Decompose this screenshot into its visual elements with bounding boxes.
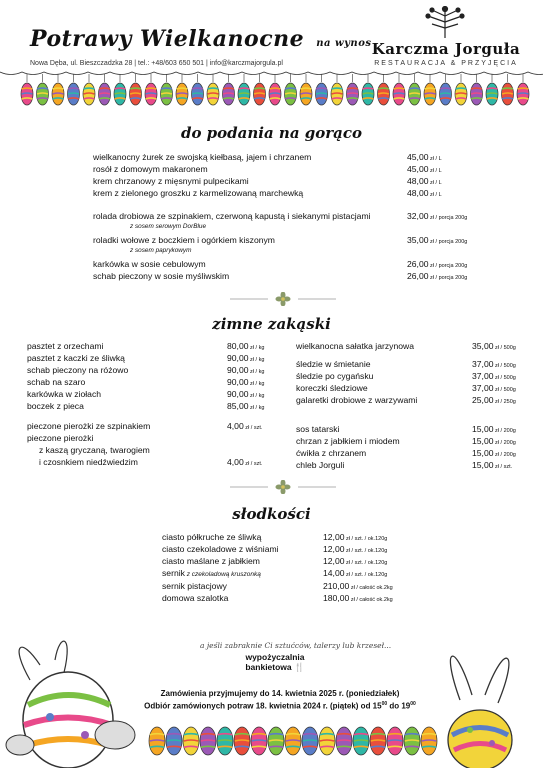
menu-item-price — [472, 395, 516, 408]
menu-item — [93, 211, 468, 222]
menu-item — [296, 395, 516, 406]
price-value: 15,00 — [472, 448, 494, 458]
price-value: 26,00 — [407, 259, 429, 269]
price-value: 90,00 — [227, 365, 249, 375]
section-title-cold: zimne zakąski — [212, 315, 331, 333]
menu-item-price — [407, 211, 467, 224]
easter-egg-icon — [502, 83, 514, 105]
price-unit: zł / porcja 200g — [428, 239, 468, 245]
price-unit: zł / porcja 200g — [428, 275, 468, 281]
menu-item — [27, 421, 263, 432]
menu-item-name: krem chrzanowy z mięsnymi pulpecikami — [93, 176, 249, 186]
menu-item-name: sernik — [162, 568, 185, 578]
price-unit: zł / kg — [248, 345, 265, 351]
easter-egg-icon — [471, 83, 483, 105]
menu-item-price — [472, 341, 516, 354]
menu-item-name: chrzan z jabłkiem i miodem — [296, 436, 400, 446]
menu-item-name: wielkanocny żurek ze swojską kiełbasą, jajem i chrzanem — [93, 152, 312, 162]
price-value: 180,00 — [323, 593, 350, 603]
price-value: 80,00 — [227, 341, 249, 351]
menu-item-name: koreczki śledziowe — [296, 383, 368, 393]
price-value: 48,00 — [407, 176, 429, 186]
price-value: 12,00 — [323, 532, 345, 542]
pickup-end-minutes: 00 — [410, 701, 416, 707]
menu-item-name: schab pieczony na różowo — [27, 365, 129, 375]
title-main: Potrawy Wielkanocne — [30, 26, 305, 52]
price-value: 210,00 — [323, 581, 350, 591]
easter-egg-icon — [440, 83, 452, 105]
price-unit: zł / porcja 200g — [428, 263, 468, 269]
easter-bunny-egg-left-illustration — [0, 625, 150, 768]
price-value: 26,00 — [407, 271, 429, 281]
price-value: 90,00 — [227, 377, 249, 387]
pickup-text: Odbiór zamówionych potraw 18. kwietnia 2024 r. (piątek) od 15 — [144, 701, 382, 711]
order-deadline: Zamówienia przyjmujemy do 14. kwietnia 2025 r. (poniedziałek) — [160, 689, 400, 698]
easter-egg-icon — [393, 83, 405, 105]
menu-item-name: galaretki drobiowe z warzywami — [296, 395, 418, 405]
menu-item — [296, 383, 516, 394]
menu-item-name: rolada drobiowa ze szpinakiem, czerwoną kapustą i siekanymi pistacjami — [93, 211, 371, 221]
menu-item-price — [407, 235, 467, 248]
easter-egg-icon — [83, 83, 95, 105]
menu-item-name: karkówka w sosie cebulowym — [93, 259, 206, 269]
section-title-hot: do podania na gorąco — [180, 124, 363, 142]
menu-item — [93, 259, 468, 270]
menu-item-price — [227, 457, 262, 470]
easter-egg-icon — [37, 83, 49, 105]
easter-egg-icon — [52, 83, 64, 105]
menu-item-name: i czosnkiem niedźwiedzim — [39, 457, 138, 467]
easter-egg-icon — [285, 83, 297, 105]
price-unit: zł / szt. — [243, 461, 263, 467]
price-unit: zł / 500g — [493, 363, 516, 369]
menu-item-name: wielkanocna sałatka jarzynowa — [296, 341, 414, 351]
price-unit: zł / całość ok.2kg — [349, 585, 393, 591]
price-unit: zł / 200g — [493, 440, 516, 446]
menu-item — [93, 235, 468, 246]
easter-egg-icon — [251, 727, 267, 755]
price-unit: zł / L — [428, 180, 442, 186]
price-unit: zł / całość ok.2kg — [349, 597, 393, 603]
menu-item-name: boczek z pieca — [27, 401, 84, 411]
menu-item-name: schab na szaro — [27, 377, 86, 387]
price-unit: zł / kg — [248, 369, 265, 375]
price-value: 12,00 — [323, 544, 345, 554]
price-value: 37,00 — [472, 371, 494, 381]
easter-egg-icon — [223, 83, 235, 105]
menu-item — [27, 401, 265, 412]
menu-item-name: schab pieczony w sosie myśliwskim — [93, 271, 230, 281]
easter-egg-icon — [302, 727, 318, 755]
easter-egg-icon — [455, 83, 467, 105]
price-unit: zł / L — [428, 168, 442, 174]
easter-egg-icon — [486, 83, 498, 105]
easter-egg-icon — [387, 727, 403, 755]
menu-item-name: rosół z domowym makaronem — [93, 164, 208, 174]
price-unit: zł / porcja 200g — [428, 215, 468, 221]
price-value: 90,00 — [227, 389, 249, 399]
menu-item-name: domowa szalotka — [162, 593, 229, 603]
price-unit: zł / kg — [248, 405, 265, 411]
menu-item — [27, 353, 265, 364]
egg-garland-decoration — [0, 68, 543, 118]
menu-item-price — [323, 593, 393, 606]
easter-egg-icon — [234, 727, 250, 755]
price-unit: zł / L — [428, 192, 442, 198]
page-title — [30, 26, 372, 52]
easter-egg-icon — [99, 83, 111, 105]
easter-egg-icon — [21, 83, 33, 105]
easter-egg-icon — [149, 727, 165, 755]
price-unit: zł / szt. / ok.120g — [344, 560, 388, 566]
menu-item-name: ćwikła z chrzanem — [296, 448, 367, 458]
price-value: 15,00 — [472, 460, 494, 470]
pickup-mid: do 19 — [387, 701, 411, 711]
easter-egg-icon — [269, 83, 281, 105]
price-value: 37,00 — [472, 383, 494, 393]
easter-egg-icon — [161, 83, 173, 105]
menu-item — [296, 424, 516, 435]
menu-item-price — [227, 401, 264, 414]
price-unit: zł / 200g — [493, 428, 516, 434]
price-unit: zł / kg — [248, 381, 265, 387]
price-unit: zł / 500g — [493, 387, 516, 393]
easter-egg-icon — [176, 83, 188, 105]
easter-egg-icon — [68, 83, 80, 105]
easter-egg-icon — [353, 727, 369, 755]
menu-item-name: pasztet z orzechami — [27, 341, 104, 351]
menu-item — [296, 359, 516, 370]
menu-item-price — [472, 460, 512, 473]
menu-item-name: ciasto półkruche ze śliwką — [162, 532, 262, 542]
rental-logo — [240, 652, 310, 678]
menu-item-name: krem z zielonego groszku z karmelizowaną marchewką — [93, 188, 304, 198]
easter-egg-icon — [207, 83, 219, 105]
menu-item-name: pasztet z kaczki ze śliwką — [27, 353, 125, 363]
price-unit: zł / kg — [248, 393, 265, 399]
menu-item — [162, 593, 393, 604]
pickup-time — [120, 701, 440, 711]
price-unit: zł / szt. / ok.120g — [344, 536, 388, 542]
easter-egg-icon — [238, 83, 250, 105]
menu-item — [93, 176, 442, 187]
menu-item-sauce-note: z sosem serowym DorBlue — [130, 223, 206, 230]
flower-divider-icon — [0, 292, 543, 306]
menu-item-name: ciasto czekoladowe z wiśniami — [162, 544, 279, 554]
cutlery-icon: 🍴 — [294, 662, 305, 672]
menu-item — [296, 341, 516, 352]
price-value: 32,00 — [407, 211, 429, 221]
menu-item-name: karkówka w ziołach — [27, 389, 102, 399]
rental-line1: wypożyczalnia — [245, 652, 305, 662]
price-value: 4,00 — [227, 457, 244, 467]
menu-item — [296, 448, 516, 459]
menu-item-name: chleb Jorguli — [296, 460, 345, 470]
menu-item — [27, 365, 265, 376]
easter-egg-icon — [517, 83, 529, 105]
menu-item — [296, 371, 516, 382]
menu-item — [39, 445, 150, 456]
easter-egg-icon — [114, 83, 126, 105]
easter-egg-icon — [347, 83, 359, 105]
menu-item — [93, 188, 442, 199]
menu-item-name: pieczone pierożki ze szpinakiem — [27, 421, 151, 431]
rental-line2: bankietowa — [245, 662, 292, 672]
section-title-sweets: słodkości — [232, 505, 311, 523]
easter-egg-icon — [424, 83, 436, 105]
easter-egg-icon — [331, 83, 343, 105]
price-value: 85,00 — [227, 401, 249, 411]
brand-logo — [366, 40, 526, 67]
price-value: 4,00 — [227, 421, 244, 431]
menu-item-name-note: z czekoladową kruszonką — [184, 571, 261, 578]
menu-item — [93, 164, 442, 175]
pickup-start-minutes: 00 — [381, 701, 388, 707]
brand-tagline: RESTAURACJA & PRZYJĘCIA — [374, 60, 518, 67]
easter-egg-icon — [362, 83, 374, 105]
menu-item — [27, 433, 93, 444]
price-value: 45,00 — [407, 164, 429, 174]
menu-item — [162, 532, 388, 543]
title-sub: na wynos — [316, 38, 372, 49]
price-unit: zł / 500g — [493, 375, 516, 381]
menu-item-name: śledzie w śmietanie — [296, 359, 371, 369]
menu-item — [27, 377, 265, 388]
easter-egg-icon — [300, 83, 312, 105]
rental-promo-text: a jeśli zabraknie Ci sztućców, talerzy lub krzeseł... — [200, 641, 392, 650]
menu-item-name: ciasto maślane z jabłkiem — [162, 556, 260, 566]
price-value: 15,00 — [472, 436, 494, 446]
easter-egg-icon — [130, 83, 142, 105]
folk-ornament-icon — [422, 6, 468, 40]
price-unit: zł / 200g — [493, 452, 516, 458]
easter-egg-icon — [370, 727, 386, 755]
rental-line2-wrap — [240, 662, 310, 673]
contact-info: Nowa Dęba, ul. Bieszczadzka 28 | tel.: +48/603 650 501 | info@karczmajorgula.pl — [30, 60, 283, 67]
brand-name: Karczma Jorguła — [371, 40, 521, 58]
menu-item — [296, 436, 516, 447]
menu-item — [162, 556, 388, 567]
easter-egg-icon — [319, 727, 335, 755]
easter-egg-icon — [421, 727, 437, 755]
menu-item — [27, 341, 265, 352]
menu-item-name: roladki wołowe z boczkiem i ogórkiem kiszonym — [93, 235, 275, 245]
price-value: 48,00 — [407, 188, 429, 198]
price-value: 12,00 — [323, 556, 345, 566]
price-unit: zł / 500g — [493, 345, 516, 351]
price-value: 14,00 — [323, 568, 345, 578]
egg-row-decoration — [145, 716, 535, 762]
easter-egg-icon — [166, 727, 182, 755]
menu-item-name: śledzie po cygańsku — [296, 371, 374, 381]
menu-item — [162, 544, 388, 555]
menu-item-price — [407, 188, 442, 201]
price-value: 37,00 — [472, 359, 494, 369]
menu-item-price — [227, 421, 262, 434]
menu-item — [162, 568, 388, 580]
price-value: 15,00 — [472, 424, 494, 434]
easter-egg-icon — [409, 83, 421, 105]
price-value: 35,00 — [407, 235, 429, 245]
flower-divider-icon — [0, 480, 543, 494]
price-unit: zł / szt. — [243, 425, 263, 431]
price-value: 25,00 — [472, 395, 494, 405]
easter-egg-icon — [285, 727, 301, 755]
menu-item — [93, 152, 442, 163]
easter-egg-icon — [404, 727, 420, 755]
menu-item — [93, 271, 468, 282]
easter-egg-icon — [217, 727, 233, 755]
easter-egg-icon — [145, 83, 157, 105]
menu-item — [27, 389, 265, 400]
menu-item-price — [323, 568, 387, 581]
easter-egg-icon — [254, 83, 266, 105]
price-unit: zł / szt. / ok.120g — [344, 572, 388, 578]
price-value: 45,00 — [407, 152, 429, 162]
menu-item-price — [407, 271, 467, 284]
menu-item — [296, 460, 513, 471]
easter-egg-icon — [378, 83, 390, 105]
menu-item-name: pieczone pierożki — [27, 433, 94, 443]
menu-item-sauce-note: z sosem paprykowym — [130, 247, 192, 254]
menu-item-name: sos tatarski — [296, 424, 340, 434]
price-unit: zł / kg — [248, 357, 265, 363]
menu-item — [39, 457, 263, 468]
menu-item — [162, 581, 393, 592]
menu-item-name: z kaszą gryczaną, twarogiem — [39, 445, 150, 455]
easter-egg-icon — [336, 727, 352, 755]
easter-egg-icon — [268, 727, 284, 755]
price-value: 90,00 — [227, 353, 249, 363]
price-unit: zł / 250g — [493, 399, 516, 405]
easter-egg-icon — [316, 83, 328, 105]
menu-item-name: sernik pistacjowy — [162, 581, 227, 591]
easter-egg-icon — [192, 83, 204, 105]
easter-egg-icon — [183, 727, 199, 755]
price-unit: zł / szt. — [493, 464, 513, 470]
price-value: 35,00 — [472, 341, 494, 351]
price-unit: zł / szt. / ok.120g — [344, 548, 388, 554]
easter-egg-icon — [200, 727, 216, 755]
price-unit: zł / L — [428, 156, 442, 162]
